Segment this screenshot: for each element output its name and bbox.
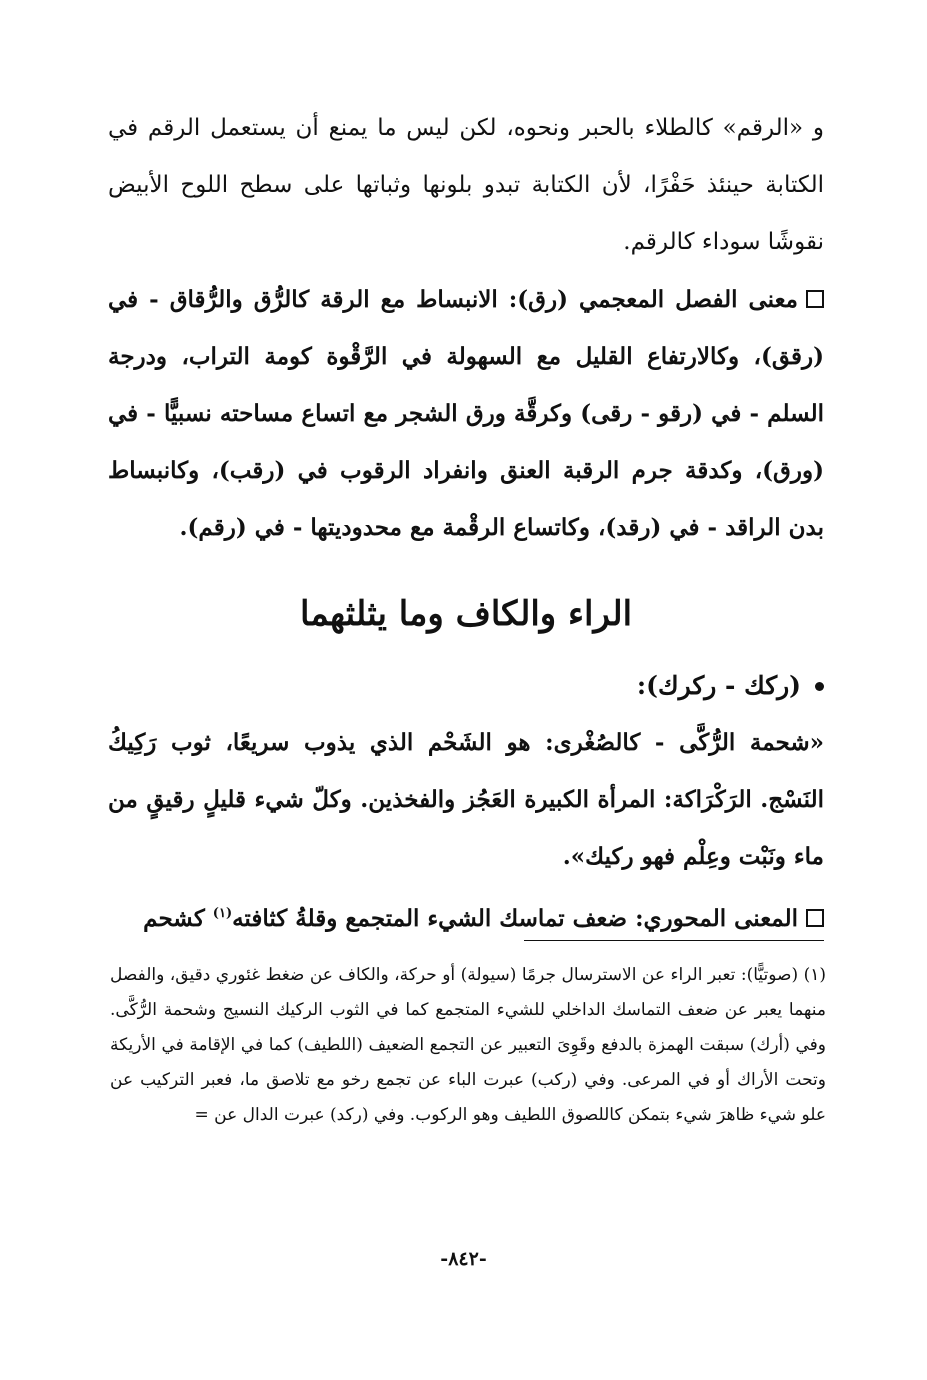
checkbox-square-icon: [806, 290, 824, 308]
checkbox-square-icon: [806, 909, 824, 927]
entry-quote: «شحمة الرُّكَّى - كالصُغْرى: هو الشَحْم الذي يذوب سريعًا، ثوب رَكِيكُ النَسْج. الرَكْرَاكة: المرأة الكبيرة العَجُز والفخذين. وكلّ شيء قليلٍ رقيقٍ من ماء ونَبْت وعِلْم فهو ركيك».: [108, 729, 824, 870]
paragraph-top: و «الرقم» كالطلاء بالحبر ونحوه، لكن ليس ما يمنع أن يستعمل الرقم في الكتابة حينئذ حَفْرًا، لأن الكتابة تبدو بلونها وثباتها على سطح اللوح الأبيض نقوشًا سوداء كالرقم.: [108, 115, 824, 255]
bullet-icon: [815, 682, 824, 691]
central-meaning-text: المعنى المحوري: ضعف تماسك الشيء المتجمع وقلةُ كثافته: [232, 905, 798, 932]
main-text: [108, 100, 824, 947]
footnote-reference: (١): [212, 906, 233, 921]
footnote-1: (١) (صوتيًّا): تعبر الراء عن الاسترسال جرمًا (سيولة) أو حركة، والكاف عن ضغط غئوري دقيق، والفصل منهما يعبر عن ضعف التماسك الداخلي للشيء المتجمع كما في الثوب الركيك النسيج وشحمة الرُّكَّى. وفي (أرك) سبقت الهمزة بالدفع وقَوِىَ التعبير عن التجمع الضعيف (اللطيف) كما في الإقامة في الأريكة وتحت الأراك أو في المرعى. وفي (ركب) عبرت الباء عن تجمع رخو مع تلاصق ما، فعبر التركيب عن علو شيء ظاهرَ شيء بتمكن كاللصوق اللطيف وهو الركوب. وفي (ركد) عبرت الدال عن =: [110, 965, 826, 1125]
entry-title-line: [108, 658, 824, 714]
central-meaning: [108, 885, 824, 947]
central-meaning-tail: كشحم: [143, 905, 213, 932]
entry-title: (ركك - ركرك):: [636, 671, 801, 700]
paragraph-lexical-meaning-text: معنى الفصل المعجمي (رق): الانبساط مع الرقة كالرُّق والرُّقاق - في (رقق)، وكالارتفاع القليل مع السهولة في الرَّقْوة كومة التراب، ودرجة السلم - في (رقو - رقى) وكرقَّة ورق الشجر مع اتساع مساحته نسبيًّا - في (ورق)، وكدقة جرم الرقبة العنق وانفراد الرقوب في (رقب)، وكانبساط بدن الراقد - في (رقد)، وكاتساع الرقْمة مع محدوديتها - في (رقم).: [108, 286, 824, 541]
footnote-divider: [524, 940, 824, 941]
page-number: -٨٤٢-: [440, 1248, 487, 1270]
footnotes: [110, 958, 826, 1133]
paragraph-lexical-meaning: [108, 271, 824, 556]
section-heading: الراء والكاف وما يثلثهما: [299, 594, 633, 634]
